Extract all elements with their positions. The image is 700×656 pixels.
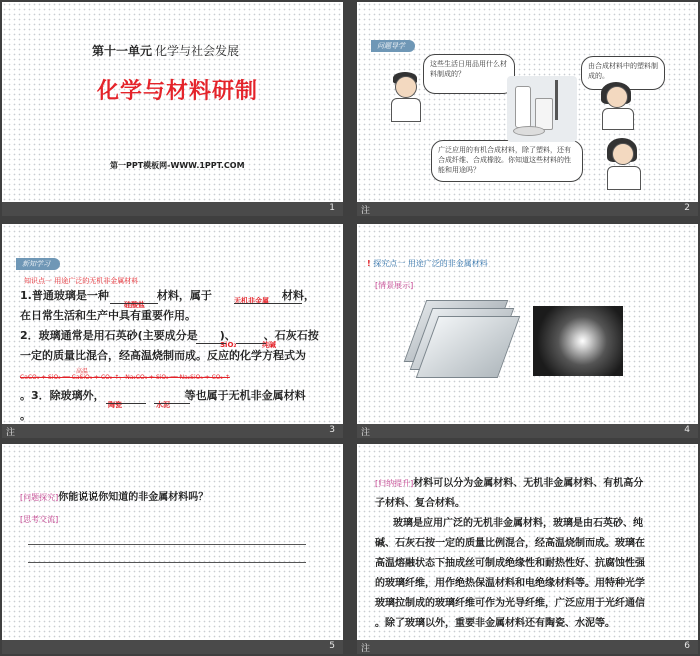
line-7: 。	[20, 409, 31, 422]
scene-label: [情景展示]	[375, 281, 414, 290]
slide-number: 5	[329, 641, 335, 651]
line-6: 。3．除玻璃外， 等也属于无机非金属材料 陶瓷 水泥	[20, 386, 338, 406]
exchange-tag: [思考交流]	[20, 515, 59, 524]
paragraph-line: 碱、石灰石按一定的质量比例混合，经高温烧制而成。玻璃在	[375, 538, 645, 549]
slide-number: 3	[329, 425, 335, 435]
speech-bubble-left: 这些生活日用品用什么材料制成的？	[423, 54, 515, 94]
paragraph-line: 。除了玻璃以外，重要非金属材料还有陶瓷、水泥等。	[375, 618, 615, 629]
slide-2-thumbnail[interactable]	[357, 2, 698, 216]
line-4: 一定的质量比混合，经高温烧制而成。反应的化学方程式为	[20, 349, 306, 362]
section-tag: 问题导学	[371, 40, 415, 52]
answer-ceramics: 陶瓷	[108, 401, 122, 409]
slide-status-bar	[357, 640, 698, 654]
speech-bubble-bottom: 广泛应用的有机合成材料，除了塑料，还有合成纤维、合成橡胶。你知道这些材料的性能和用途吗？	[431, 140, 583, 182]
note-icon: 注	[361, 644, 371, 654]
main-title: 化学与材料研制	[97, 79, 259, 104]
boy-illustration	[387, 72, 423, 122]
knowledge-point-overlay: 知识点一 用途广泛的无机非金属材料	[24, 277, 139, 285]
slide-1-thumbnail[interactable]	[2, 2, 343, 216]
paragraph-line: 玻璃拉制成的玻璃纤维可作为光导纤维，广泛应用于光纤通信	[375, 598, 645, 609]
answer-line-2	[28, 562, 306, 563]
paragraph-line: 玻璃是应用广泛的无机非金属材料，玻璃是由石英砂、纯	[393, 518, 643, 529]
slide-status-bar	[357, 424, 698, 438]
question-line: [问题探究]你能说说你知道的非金属材料吗？	[20, 492, 209, 503]
slide-number: 2	[684, 203, 690, 213]
slide-status-bar	[357, 202, 698, 216]
girl-illustration	[597, 82, 637, 128]
answer-silicate: 硅酸盐	[124, 301, 145, 309]
slide-number: 4	[684, 425, 690, 435]
slide-4-thumbnail[interactable]	[357, 224, 698, 438]
section-tag: 新知学习	[16, 258, 60, 270]
answer-sio2: SiO₂	[220, 341, 237, 349]
footer-link: 第一PPT模板网-WWW.1PPT.COM	[110, 161, 245, 170]
answer-soda: 纯碱	[262, 341, 276, 349]
equation-line: CaCO₃ + SiO₂ ══ CaSiO₃ + CO₂ ↑，Na₂CO₃ + SiO₂ ══ Na₂SiO₃ + CO₂ ↑ 高温	[20, 368, 230, 381]
note-icon: 注	[361, 428, 371, 438]
note-icon: 注	[361, 206, 371, 216]
answer-inorganic: 无机非金属	[234, 297, 269, 305]
slide-number: 1	[329, 203, 335, 213]
line-3: 2．玻璃通常是用石英砂(主要成分是 )、 、石灰石按 SiO₂ 纯碱	[20, 326, 338, 346]
slide-status-bar	[2, 640, 343, 654]
unit-title: 第十一单元 化学与社会发展	[92, 44, 240, 58]
slide-3-thumbnail[interactable]	[2, 224, 343, 438]
line-2: 在日常生活和生产中具有重要作用。	[20, 309, 196, 322]
paragraph-line: 的玻璃纤维，用作绝热保温材料和电绝缘材料等。用特种光学	[375, 578, 645, 589]
note-icon: 注	[6, 428, 16, 438]
paragraph-line: 高温熔融状态下抽成丝可制成绝缘性和耐热性好、抗腐蚀性强	[375, 558, 645, 569]
summary-line-1: [归纳提升]材料可以分为金属材料、无机非金属材料、有机高分	[375, 478, 644, 489]
answer-line-1	[28, 544, 306, 545]
slide-status-bar	[2, 202, 343, 216]
summary-line-2: 子材料、复合材料。	[375, 498, 465, 509]
teacher-illustration	[603, 138, 643, 188]
line-1: 1.普通玻璃是一种 材料，属于 材料， 硅酸盐 无机非金属	[20, 286, 338, 306]
optical-fiber-image	[533, 306, 623, 376]
answer-cement: 水泥	[156, 401, 170, 409]
slide-5-thumbnail[interactable]	[2, 444, 343, 654]
slide-status-bar	[2, 424, 343, 438]
speech-bubble-right: 由合成材料中的塑料制成的。	[581, 56, 665, 90]
section-heading: ! 探究点一 用途广泛的非金属材料	[367, 259, 488, 268]
toiletries-image	[507, 76, 577, 142]
slide-6-thumbnail[interactable]	[357, 444, 698, 654]
glass-sheets-image	[409, 296, 513, 384]
slide-number: 6	[684, 641, 690, 651]
